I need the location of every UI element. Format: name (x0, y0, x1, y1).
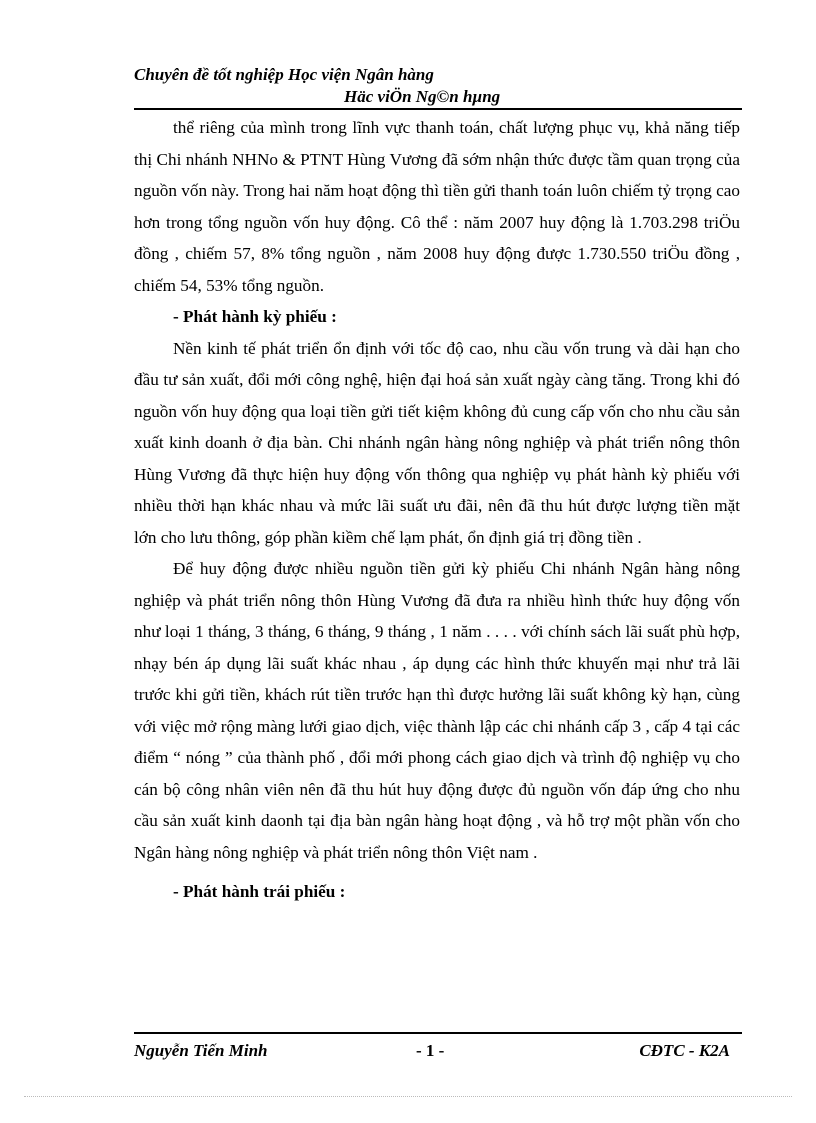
footer-author: Nguyễn Tiến Minh (134, 1041, 268, 1060)
section-heading-ky-phieu: - Phát hành kỳ phiếu : (173, 307, 337, 326)
page-footer (134, 1040, 742, 1062)
paragraph-2: Nền kinh tế phát triển ổn định với tốc độ cao, nhu cầu vốn trung và dài hạn cho đầu tư sản xuất, đổi mới công nghệ, hiện đại hoá sản xuất ngày càng tăng. Trong khi đó nguồn vốn huy động qua loại tiền gửi tiết kiệm không đủ cung cấp vốn cho nhu cầu sản xuất kinh doanh ở địa bàn. Chi nhánh ngân hàng nông nghiệp và phát triển nông thôn Hùng Vương đã thực hiện huy động vốn thông qua nghiệp vụ phát hành kỳ phiếu với nhiều thời hạn khác nhau và mức lãi suất ưu đãi, nên đã thu hút được lượng tiền mặt lớn cho lưu thông, góp phần kiềm chế lạm phát, ổn định giá trị đồng tiền . (134, 338, 740, 547)
paragraph-1: thể riêng của mình trong lĩnh vực thanh toán, chất lượng phục vụ, khả năng tiếp thị Chi nhánh NHNo & PTNT Hùng Vương đã sớm nhận thức được tầm quan trọng của nguồn vốn này. Trong hai năm hoạt động thì tiền gửi thanh toán luôn chiếm tỷ trọng cao hơn trong tổng nguồn vốn huy động. Cô thể : năm 2007 huy động là 1.703.298 triÖu đồng , chiếm 57, 8% tổng nguồn , năm 2008 huy động được 1.730.550 triÖu đồng , chiếm 54, 53% tổng nguồn. (134, 118, 740, 295)
header-subtitle: Häc viÖn Ng©n hµng (344, 87, 501, 106)
page-bottom-dotted-line (24, 1096, 792, 1097)
footer-code: CĐTC - K2A (639, 1041, 730, 1060)
section-heading-trai-phieu: - Phát hành trái phiếu : (173, 882, 346, 901)
document-body (134, 112, 740, 908)
footer-page-number: - 1 - (416, 1041, 445, 1060)
footer-divider (134, 1032, 742, 1034)
header-divider (134, 108, 742, 110)
page-header (134, 64, 742, 108)
paragraph-3: Để huy động được nhiều nguồn tiền gửi kỳ phiếu Chi nhánh Ngân hàng nông nghiệp và phát triển nông thôn Hùng Vương đã đưa ra nhiều hình thức huy động vốn như loại 1 tháng, 3 tháng, 6 tháng, 9 tháng , 1 năm . . . . với chính sách lãi suất phù hợp, nhạy bén áp dụng lãi suất khác nhau , áp dụng các hình thức khuyến mại như trả lãi trước khi gửi tiền, khách rút tiền trước hạn thì được hưởng lãi suất không kỳ hạn, cùng với việc mở rộng màng lưới giao dịch, việc thành lập các chi nhánh cấp 3 , cấp 4 tại các điểm “ nóng ” của thành phố , đổi mới phong cách giao dịch và trình độ nghiệp vụ cho cán bộ công nhân viên nên đã thu hút huy động được đủ nguồn vốn đáp ứng cho nhu cầu sản xuất kinh daonh tại địa bàn ngân hàng hoạt động , và hỗ trợ một phần vốn cho Ngân hàng nông nghiệp và phát triển nông thôn Việt nam . (134, 559, 740, 862)
header-title: Chuyên đề tốt nghiệp Học viện Ngân hàng (134, 65, 434, 84)
